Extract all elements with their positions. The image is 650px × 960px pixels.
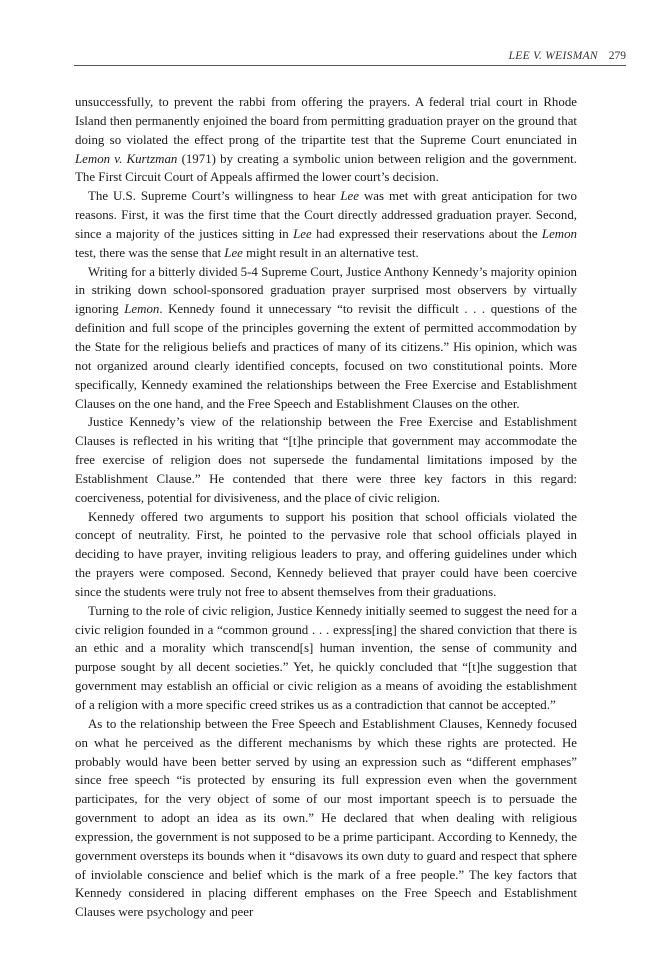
- paragraph: [75, 93, 577, 187]
- paragraph-text: was met with great anticipation for two reasons. First, it was the first time that the Court directly addressed graduation prayer. Second, since a majority of the justices sitting in: [75, 189, 577, 241]
- paragraph-text: unsuccessfully, to prevent the rabbi from offering the prayers. A federal trial court in Rhode Island then permanently enjoined the board from permitting graduation prayer on the ground that doing so violated the effect prong of the tripartite test that the Supreme Court enunciated in: [75, 95, 577, 147]
- paragraph-text: . Kennedy found it unnecessary “to revisit the difficult . . . questions of the definition and full scope of the principles governing the extent of permitted accommodation by the State for the religious beliefs and practices of many of its citizens.” His opinion, which was not organized around clearly identified concepts, focused on two constitutional points. More specifically, Kennedy examined the relationships between the Free Exercise and Establishment Clauses on the one hand, and the Free Speech and Establishment Clauses on the other.: [75, 302, 578, 411]
- paragraph-text: As to the relationship between the Free Speech and Establishment Clauses, Kennedy focused on what he perceived as the different mechanisms by which these rights are protected. He probably would have been better served by using an expression such as “different emphases” since free speech “is protected by ensuring its full expression even when the government participates, for the very object of some of our most important speech is to persuade the government to adopt an idea as its own.” He declared that when dealing with religious expression, the government is not supposed to be a prime participant. According to Kennedy, the government oversteps its bounds when it “disavows its own duty to guard and respect that sphere of inviolable conscience and belief which is the mark of a free people.” The key factors that Kennedy considered in placing different emphases on the Free Speech and Establishment Clauses were psychology and peer: [75, 716, 577, 920]
- paragraph: [75, 715, 577, 922]
- paragraph-text: might result in an alternative test.: [242, 245, 419, 260]
- italic-text: Lemon v. Kurtzman: [75, 151, 178, 166]
- italic-text: Lee: [340, 189, 360, 204]
- paragraph-text: Justice Kennedy’s view of the relationship between the Free Exercise and Establishment Clauses is reflected in his writing that “[t]he principle that government may accommodate the free exercise of religion does not supersede the fundamental limitations imposed by the Establishment Clause.” He contended that there were three key factors in this regard: coerciveness, potential for divisiveness, and the place of civic religion.: [75, 415, 577, 505]
- italic-text: Lee: [224, 245, 243, 260]
- paragraph: [75, 413, 577, 507]
- paragraph-text: Kennedy offered two arguments to support his position that school officials violated the concept of neutrality. First, he pointed to the pervasive role that school officials played in deciding to have prayer, inviting religious leaders to pray, and offering guidelines under which the prayers were composed. Second, Kennedy believed that prayer could have been coercive since the students were truly not free to absent themselves from their graduations.: [75, 509, 577, 599]
- paragraph: [75, 263, 577, 414]
- paragraph-text: had expressed their reservations about the: [311, 226, 542, 241]
- running-title: LEE V. WEISMAN: [508, 50, 598, 62]
- paragraph-text: Writing for a bitterly divided 5-4 Supreme Court, Justice Anthony Kennedy’s majority opinion in striking down school-sponsored graduation prayer surprised most observers by virtually ignoring: [75, 264, 577, 317]
- italic-text: Lee: [293, 226, 312, 241]
- paragraph: [75, 187, 577, 262]
- italic-text: Lemon: [124, 302, 160, 317]
- paragraph: [75, 602, 577, 715]
- paragraph-text: test, there was the sense that: [75, 245, 225, 260]
- body-text: [75, 93, 577, 922]
- italic-text: Lemon: [541, 226, 577, 241]
- page-number: 279: [608, 50, 626, 62]
- paragraph-text: Turning to the role of civic religion, Justice Kennedy initially seemed to suggest the need for a civic religion founded in a “common ground . . . express[ing] the shared conviction that there is an ethic and a morality which transcend[s] human invention, the sense of community and purpose sought by all decent societies.” Yet, he quickly concluded that “[t]he suggestion that government may establish an official or civic religion as a means of avoiding the establishment of a religion with a more specific creed strikes us as a contradiction that cannot be accepted.”: [75, 603, 577, 712]
- running-head: [74, 47, 626, 66]
- paragraph: [75, 508, 577, 602]
- paragraph-text: (1971) by creating a symbolic union between religion and the government. The First Circuit Court of Appeals affirmed the lower court’s decision.: [75, 151, 577, 185]
- paragraph-text: The U.S. Supreme Court’s willingness to hear: [88, 189, 341, 204]
